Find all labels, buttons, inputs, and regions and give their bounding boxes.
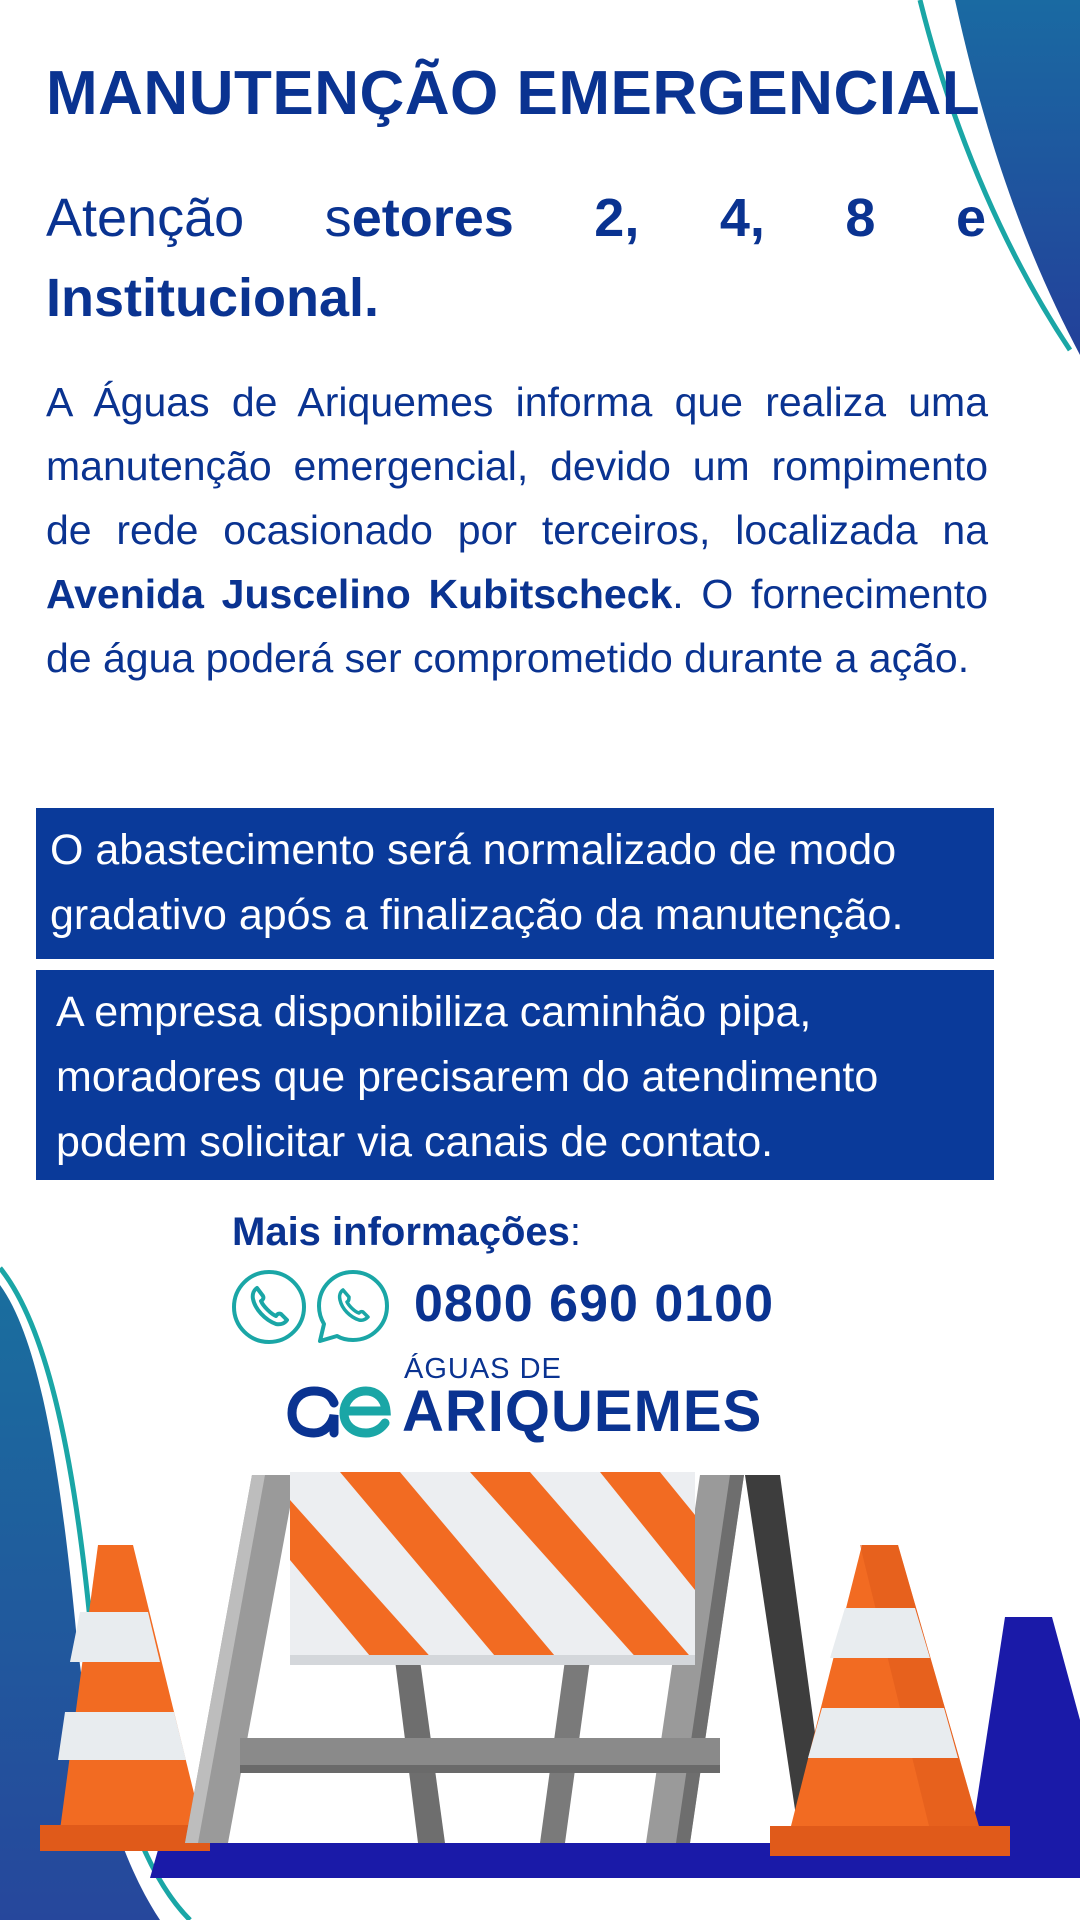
logo-brand-name: ARIQUEMES	[402, 1379, 763, 1444]
phone-icon	[230, 1268, 308, 1346]
paragraph-part-2: . O fornecimento de água poderá ser comprometido durante a ação.	[46, 571, 988, 681]
announcement-paragraph	[46, 370, 988, 690]
attention-sectors-list: etores 2, 4, 8 e Institucional.	[46, 188, 987, 328]
barrier-striped-board	[290, 1472, 695, 1665]
normalization-notice: O abastecimento será normalizado de modo gradativo após a finalização da manutenção.	[36, 808, 994, 959]
more-info-text: Mais informações	[232, 1210, 570, 1254]
left-traffic-cone	[40, 1545, 210, 1851]
barrier-crossbar	[240, 1738, 720, 1768]
more-info-label	[232, 1210, 581, 1255]
attention-sectors	[46, 178, 986, 338]
aguas-logo-icon	[286, 1383, 394, 1439]
road-barrier-scene	[0, 1440, 1080, 1920]
water-truck-notice: A empresa disponibiliza caminhão pipa, moradores que precisarem do atendimento podem solicitar via canais de contato.	[36, 970, 994, 1180]
more-info-colon: :	[569, 1210, 582, 1254]
paragraph-part-1: A Águas de Ariquemes informa que realiza uma manutenção emergencial, devido um rompimento de rede ocasionado por terceiros, localizada na	[46, 379, 988, 553]
logo-small-text: ÁGUAS DE	[404, 1353, 562, 1385]
attention-prefix: Atenção s	[46, 188, 352, 248]
street-name: Avenida Juscelino Kubitscheck	[46, 571, 673, 617]
phone-number: 0800 690 0100	[414, 1275, 775, 1333]
whatsapp-icon	[314, 1268, 392, 1346]
page-title: MANUTENÇÃO EMERGENCIAL	[46, 59, 981, 128]
